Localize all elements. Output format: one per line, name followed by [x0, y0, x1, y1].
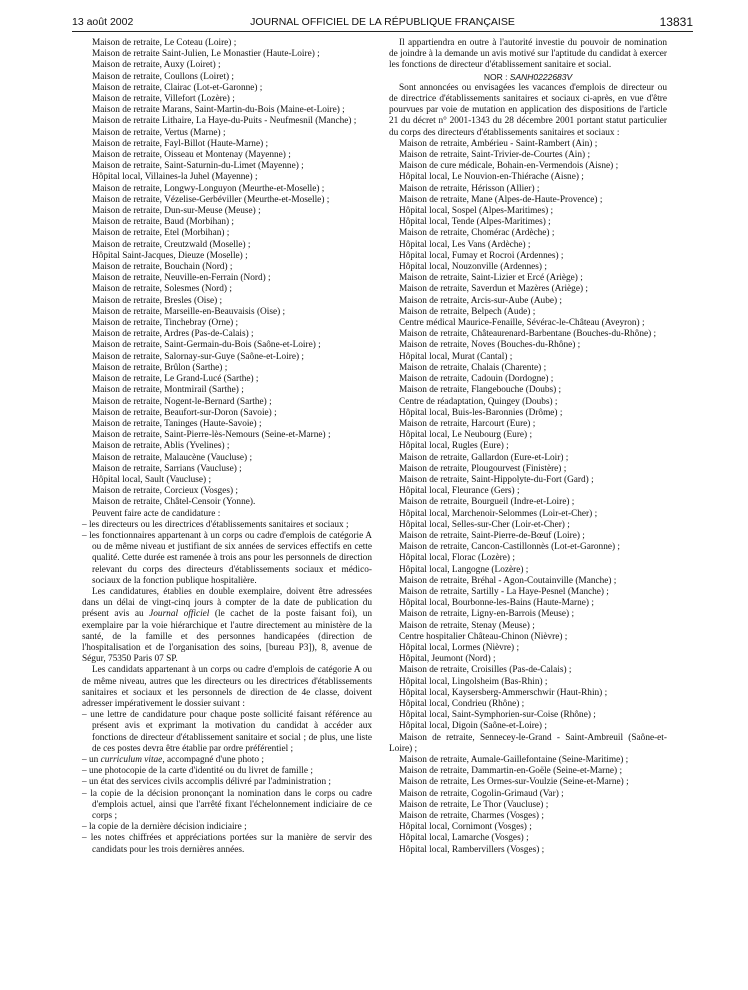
establishment-entry: Hôpital, Jeumont (Nord) ;	[399, 654, 496, 665]
nor-reference	[389, 72, 667, 83]
establishment-entry: Hôpital local, Bourbonne-les-Bains (Haute-Marne) ;	[399, 598, 594, 609]
establishment-entry: Maison de retraite, Cogolin-Grimaud (Var) ;	[399, 788, 564, 799]
establishment-entry: Maison de retraite, Ambérieu - Saint-Rambert (Ain) ;	[399, 138, 598, 149]
cv-emphasis: curriculum vitae	[100, 755, 163, 765]
establishment-entry: Hôpital local, Marchenoir-Selommes (Loir-et-Cher) ;	[399, 508, 598, 519]
document-item: – la copie de la décision prononçant la nomination dans le corps ou cadre d'emplois actuel, ainsi que l'arrêté fixant l'échelonnement indiciaire de ce corps ;	[82, 788, 372, 822]
establishment-entry: Hôpital local, Digoin (Saône-et-Loire) ;	[399, 721, 547, 732]
establishment-entry: Maison de retraite, Bresles (Oise) ;	[92, 295, 223, 306]
establishment-entry: Maison de retraite, Nogent-le-Bernard (Sarthe) ;	[92, 396, 272, 407]
establishment-entry: Maison de retraite, Neuville-en-Ferrain (Nord) ;	[92, 273, 271, 284]
submission-paragraph	[82, 587, 372, 665]
establishment-entry: Hôpital Saint-Jacques, Dieuze (Moselle) ;	[92, 250, 248, 261]
establishment-entry: Maison de retraite, Villefort (Lozère) ;	[92, 94, 235, 105]
nor-code: SANH0222683V	[509, 71, 573, 82]
establishment-entry: Maison de retraite, Mane (Alpes-de-Haute-Provence) ;	[399, 194, 603, 205]
establishment-entry: Hôpital local, Lingolsheim (Bas-Rhin) ;	[399, 676, 548, 687]
establishment-entry: Maison de cure médicale, Bohain-en-Vermendois (Aisne) ;	[399, 161, 619, 172]
issue-date: 13 août 2002	[72, 16, 134, 28]
establishment-entry: Hôpital local, Saint-Symphorien-sur-Coise (Rhône) ;	[399, 710, 596, 721]
establishment-entry: Maison de retraite, Ablis (Yvelines) ;	[92, 441, 230, 452]
establishment-entry: Hôpital local, Villaines-la Juhel (Mayenne) ;	[92, 172, 258, 183]
establishment-entry: Hôpital local, Fleurance (Gers) ;	[399, 486, 520, 497]
establishment-entry: Maison de retraite, Saint-Pierre-de-Bœuf (Loire) ;	[399, 530, 585, 541]
cv-prefix: – un	[82, 755, 101, 765]
establishment-entry: Maison de retraite, Sarrians (Vaucluse) ;	[92, 463, 242, 474]
document-item: – une photocopie de la carte d'identité ou du livret de famille ;	[82, 766, 313, 777]
establishment-entry: Maison de retraite, Croisilles (Pas-de-Calais) ;	[399, 665, 572, 676]
establishment-entry: Hôpital local, Fumay et Rocroi (Ardennes) ;	[399, 250, 564, 261]
establishment-entry: Maison de retraite, Oisseau et Montenay (Mayenne) ;	[92, 150, 291, 161]
establishment-entry: Hôpital local, Cornimont (Vosges) ;	[399, 822, 532, 833]
establishment-entry: Hôpital local, Condrieu (Rhône) ;	[399, 698, 525, 709]
establishment-entry: Maison de retraite, Cancon-Castillonnès (Lot-et-Garonne) ;	[399, 542, 620, 553]
left-column	[82, 38, 372, 856]
nor-label: NOR :	[483, 71, 510, 82]
establishment-entry: Hôpital local, Le Neubourg (Eure) ;	[399, 430, 533, 441]
establishment-entry: Maison de retraite, Stenay (Meuse) ;	[399, 620, 535, 631]
right-column	[389, 38, 667, 856]
establishment-entry: Maison de retraite, Etel (Morbihan) ;	[92, 228, 230, 239]
journal-officiel-emphasis: Journal officiel	[149, 609, 210, 620]
establishment-entry: Hôpital local, Lormes (Nièvre) ;	[399, 642, 520, 653]
establishment-entry: Maison de retraite, Belpech (Aude) ;	[399, 306, 536, 317]
establishment-entry: Maison de retraite, Brûlon (Sarthe) ;	[92, 362, 228, 373]
document-item: – les notes chiffrées et appréciations portées sur la manière de servir des candidats pour les trois dernières années.	[82, 833, 372, 855]
establishment-entry: Centre hospitalier Château-Chinon (Nièvre) ;	[399, 631, 568, 642]
establishment-entry: Maison de retraite, Chomérac (Ardèche) ;	[399, 228, 555, 239]
establishment-entry: Maison de retraite, Les Ormes-sur-Voulzie (Seine-et-Marne) ;	[399, 777, 629, 788]
establishment-entry: Maison de retraite, Flangebouche (Doubs) ;	[399, 385, 562, 396]
establishment-entry: Maison de retraite, Sennecey-le-Grand - Saint-Ambreuil (Saône-et-Loire) ;	[389, 732, 667, 754]
establishment-entry: Maison de retraite, Bourgueil (Indre-et-Loire) ;	[399, 497, 575, 508]
establishment-entry: Hôpital local, Sospel (Alpes-Maritimes) ;	[399, 206, 554, 217]
journal-title: JOURNAL OFFICIEL DE LA RÉPUBLIQUE FRANÇAISE	[250, 16, 515, 28]
establishment-entry: Hôpital local, Rugles (Eure) ;	[399, 441, 509, 452]
establishment-entry: Hôpital local, Langogne (Lozère) ;	[399, 564, 529, 575]
establishment-entry: Hôpital local, Les Vans (Ardèche) ;	[399, 239, 531, 250]
establishment-entry: Maison de retraite, Harcourt (Eure) ;	[399, 418, 536, 429]
header-rule	[72, 31, 693, 32]
establishment-entry: Hôpital local, Selles-sur-Cher (Loir-et-Cher) ;	[399, 519, 570, 530]
establishment-entry: Hôpital local, Nouzonville (Ardennes) ;	[399, 262, 547, 273]
establishment-entry: Maison de retraite, Dammartin-en-Goële (Seine-et-Marne) ;	[399, 766, 623, 777]
establishment-entry: Maison de retraite, Hérisson (Allier) ;	[399, 183, 540, 194]
establishment-entry: Centre médical Maurice-Fenaille, Sévérac-le-Château (Aveyron) ;	[399, 318, 645, 329]
establishment-list-left	[82, 38, 372, 509]
establishment-entry: Maison de retraite, Tinchebray (Orne) ;	[92, 318, 239, 329]
establishment-entry: Maison de retraite, Aumale-Gaillefontaine (Seine-Maritime) ;	[399, 755, 629, 765]
establishment-entry: Maison de retraite, Le Coteau (Loire) ;	[92, 38, 237, 48]
establishment-entry: Maison de retraite, Dun-sur-Meuse (Meuse) ;	[92, 206, 261, 217]
establishment-entry: Maison de retraite, Saint-Lizier et Ercé (Ariège) ;	[399, 273, 583, 284]
candidates-paragraph: Les candidats appartenant à un corps ou cadre d'emplois de catégorie A ou de même niveau, autres que les directeurs ou les directrices d'établissements sanitaires et sociaux et les personnels de direction de 4e classe, doivent adresser impérativement le dossier suivant :	[82, 665, 372, 709]
establishment-entry: Hôpital local, Lamarche (Vosges) ;	[399, 833, 529, 844]
establishment-entry: Hôpital local, Murat (Cantal) ;	[399, 351, 513, 362]
establishment-entry: Maison de retraite, Cadouin (Dordogne) ;	[399, 374, 554, 385]
establishment-entry: Maison de retraite, Beaufort-sur-Doron (Savoie) ;	[92, 407, 277, 418]
establishment-entry: Maison de retraite, Clairac (Lot-et-Garonne) ;	[92, 82, 263, 93]
page-header	[72, 14, 693, 32]
establishment-entry: Maison de retraite, Bouchain (Nord) ;	[92, 262, 233, 273]
establishment-entry: Maison de retraite, Plougourvest (Finistère) ;	[399, 463, 567, 474]
establishment-entry: Hôpital local, Le Nouvion-en-Thiérache (Aisne) ;	[399, 172, 584, 183]
document-item: – un état des services civils accomplis délivré par l'administration ;	[82, 777, 332, 788]
establishment-entry: Maison de retraite, Saint-Germain-du-Bois (Saône-et-Loire) ;	[92, 340, 321, 351]
establishment-entry: Maison de retraite, Sartilly - La Haye-Pesnel (Manche) ;	[399, 586, 609, 597]
establishment-entry: Maison de retraite, Marseille-en-Beauvaisis (Oise) ;	[92, 306, 286, 317]
candidacy-item: – les fonctionnaires appartenant à un corps ou cadre d'emplois de catégorie A ou de même niveau et justifiant de six années de services effectifs en cette qualité. Cette durée est ramenée à trois ans pour les personnels de direction relevant du corps des directeurs d'établissements sociaux et médico-sociaux de la fonction publique hospitalière.	[82, 530, 372, 586]
establishment-entry: Maison de retraite, Ardres (Pas-de-Calais) ;	[92, 329, 254, 340]
establishment-entry: Maison de retraite, Saint-Hippolyte-du-Fort (Gard) ;	[399, 474, 594, 485]
establishment-entry: Maison de retraite, Saverdun et Mazères (Ariège) ;	[399, 284, 588, 295]
establishment-entry: Maison de retraite, Vézelise-Gerbéviller (Meurthe-et-Moselle) ;	[92, 194, 330, 205]
establishment-entry: Maison de retraite, Saint-Trivier-de-Courtes (Ain) ;	[399, 150, 591, 161]
nomination-paragraph: Il appartiendra en outre à l'autorité investie du pouvoir de nomination de joindre à la demande un avis motivé sur l'aptitude du candidat à exercer les fonctions de directeur d'établissement sanitaire et social.	[389, 38, 667, 71]
establishment-entry: Maison de retraite, Longwy-Longuyon (Meurthe-et-Moselle) ;	[92, 183, 325, 194]
establishment-entry: Hôpital local, Florac (Lozère) ;	[399, 553, 515, 564]
establishment-entry: Maison de retraite, Châtel-Censoir (Yonne).	[92, 497, 256, 508]
establishment-entry: Maison de retraite, Coullons (Loiret) ;	[92, 71, 234, 82]
establishment-list-right	[389, 139, 667, 856]
submission-text: (le cachet de la poste faisant foi), un exemplaire par la voie hiérarchique et l'autre directement au ministère de la santé, de la famille et des personnes handicapées (direction de l'hospitalisation et de l'organisation des soins, [bureau P3]), 8, avenue de Ségur, 75350 Paris 07 SP.	[82, 609, 372, 665]
establishment-entry: Maison de retraite Marans, Saint-Martin-du-Bois (Maine-et-Loire) ;	[92, 105, 345, 116]
candidacy-intro: Peuvent faire acte de candidature :	[92, 508, 221, 519]
cv-suffix: , accompagné d'une photo ;	[162, 755, 264, 765]
establishment-entry: Maison de retraite, Châteaurenard-Barbentane (Bouches-du-Rhône) ;	[399, 329, 657, 340]
establishment-entry: Maison de retraite, Auxy (Loiret) ;	[92, 60, 221, 71]
candidacy-item: – les directeurs ou les directrices d'établissements sanitaires et sociaux ;	[82, 519, 349, 530]
establishment-entry: Hôpital local, Sault (Vaucluse) ;	[92, 474, 212, 485]
announcement-paragraph: Sont annoncées ou envisagées les vacances d'emplois de directeur ou de directrice d'établissements sanitaires et sociaux ci-après, en vue d'être pourvues par voie de mutation en application des dispositions de l'article 21 du décret n° 2001-1343 du 28 décembre 2001 portant statut particulier du corps des directeurs d'établissements sanitaires et sociaux :	[389, 82, 667, 138]
submission-text: Les candidatures, établies en double exemplaire, doivent être adressées dans un délai de vingt-cinq jours à compter de la date de publication du présent avis au	[82, 586, 372, 620]
establishment-entry: Maison de retraite, Corcieux (Vosges) ;	[92, 486, 238, 497]
establishment-entry: Hôpital local, Buis-les-Baronnies (Drôme) ;	[399, 407, 563, 418]
establishment-entry: Maison de retraite, Baud (Morbihan) ;	[92, 217, 234, 228]
establishment-entry: Maison de retraite, Arcis-sur-Aube (Aube) ;	[399, 295, 562, 306]
establishment-entry: Maison de retraite, Gallardon (Eure-et-Loir) ;	[399, 452, 569, 463]
establishment-entry: Maison de retraite, Fayl-Billot (Haute-Marne) ;	[92, 138, 269, 149]
establishment-entry: Maison de retraite, Chalais (Charente) ;	[399, 362, 547, 373]
establishment-entry: Maison de retraite, Noves (Bouches-du-Rhône) ;	[399, 340, 581, 351]
establishment-entry: Maison de retraite, Montmirail (Sarthe) ;	[92, 385, 244, 396]
establishment-entry: Hôpital local, Kaysersberg-Ammerschwir (Haut-Rhin) ;	[399, 687, 608, 698]
establishment-entry: Maison de retraite, Bréhal - Agon-Coutainville (Manche) ;	[399, 575, 617, 586]
establishment-entry: Maison de retraite, Le Thor (Vaucluse) ;	[399, 799, 549, 810]
establishment-entry: Maison de retraite, Creutzwald (Moselle) ;	[92, 239, 251, 250]
establishment-entry: Maison de retraite, Vertus (Marne) ;	[92, 127, 226, 138]
establishment-entry: Maison de retraite, Taninges (Haute-Savoie) ;	[92, 418, 262, 429]
establishment-entry: Maison de retraite, Ligny-en-Barrois (Meuse) ;	[399, 609, 575, 620]
document-item: – la copie de la dernière décision indiciaire ;	[82, 822, 247, 833]
establishment-entry: Centre de réadaptation, Quingey (Doubs) ;	[399, 396, 558, 407]
establishment-entry: Maison de retraite, Charmes (Vosges) ;	[399, 811, 544, 822]
establishment-entry: Maison de retraite Saint-Julien, Le Monastier (Haute-Loire) ;	[92, 49, 320, 60]
establishment-entry: Maison de retraite, Salornay-sur-Guye (Saône-et-Loire) ;	[92, 351, 305, 362]
establishment-entry: Maison de retraite, Le Grand-Lucé (Sarthe) ;	[92, 374, 259, 385]
page-number: 13831	[659, 15, 693, 29]
document-item	[82, 755, 372, 766]
establishment-entry: Maison de retraite, Solesmes (Nord) ;	[92, 284, 232, 295]
establishment-entry: Maison de retraite, Malaucène (Vaucluse) ;	[92, 452, 253, 463]
establishment-entry: Hôpital local, Tende (Alpes-Maritimes) ;	[399, 217, 551, 228]
establishment-entry: Hôpital local, Rambervillers (Vosges) ;	[399, 844, 545, 855]
document-item: – une lettre de candidature pour chaque poste sollicité faisant référence au présent avis et exprimant la motivation du candidat à accéder aux fonctions de directeur d'établissement sanitaire et social ; de plus, une liste de ces postes devra être établie par ordre préférentiel ;	[82, 710, 372, 754]
establishment-entry: Maison de retraite Lithaire, La Haye-du-Puits - Neufmesnil (Manche) ;	[92, 116, 357, 127]
establishment-entry: Maison de retraite, Saint-Saturnin-du-Limet (Mayenne) ;	[92, 161, 304, 172]
establishment-entry: Maison de retraite, Saint-Pierre-lès-Nemours (Seine-et-Marne) ;	[92, 430, 331, 441]
